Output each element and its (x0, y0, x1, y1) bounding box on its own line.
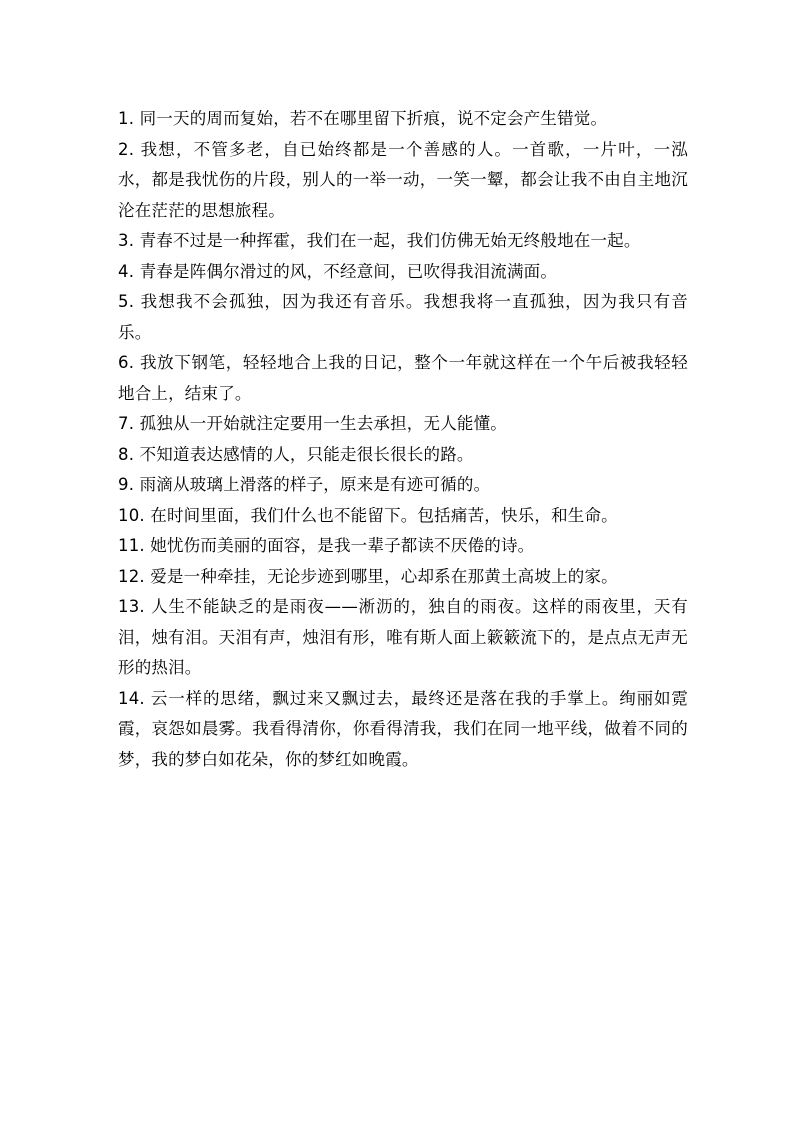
paragraph-8: 8. 不知道表达感情的人，只能走很长很长的路。 (118, 444, 474, 464)
paragraph-1: 1. 同一天的周而复始，若不在哪里留下折痕，说不定会产生错觉。 (118, 109, 608, 128)
paragraph-14: 14. 云一样的思绪，飘过来又飘过去，最终还是落在我的手掌上。绚丽如霓霞，哀怨如晨雾。我看得清你，你看得清我，我们在同一地平线，做着不同的梦，我的梦白如花朵，你的梦红如晚霞。 (118, 688, 688, 769)
paragraph-3: 3. 青春不过是一种挥霍，我们在一起，我们仿佛无始无终般地在一起。 (118, 231, 641, 250)
paragraph-6: 6. 我放下钢笔，轻轻地合上我的日记，整个一年就这样在一个午后被我轻轻地合上，结束了。 (118, 353, 688, 403)
paragraph-4: 4. 青春是阵偶尔滑过的风，不经意间，已吹得我泪流满面。 (118, 261, 558, 281)
paragraph-10: 10. 在时间里面，我们什么也不能留下。包括痛苦，快乐，和生命。 (118, 505, 618, 525)
paragraph-2: 2. 我想，不管多老，自已始终都是一个善感的人。一首歌，一片叶，一泓水，都是我忧伤的片段，别人的一举一动，一笑一颦，都会让我不由自主地沉沦在茫茫的思想旅程。 (118, 139, 688, 220)
paragraph-11: 11. 她忧伤而美丽的面容，是我一辈子都读不厌倦的诗。 (118, 536, 535, 555)
paragraph-13: 13. 人生不能缺乏的是雨夜——淅沥的，独自的雨夜。这样的雨夜里，天有泪，烛有泪。天泪有声，烛泪有形，唯有斯人面上簌簌流下的，是点点无声无形的热泪。 (118, 597, 688, 677)
paragraph-7: 7. 孤独从一开始就注定要用一生去承担，无人能懂。 (118, 414, 507, 433)
paragraph-5: 5. 我想我不会孤独，因为我还有音乐。我想我将一直孤独，因为我只有音乐。 (118, 292, 688, 342)
paragraph-12: 12. 爱是一种牵挂，无论步迹到哪里，心却系在那黄土高坡上的家。 (118, 566, 618, 586)
document-body (118, 104, 688, 775)
paragraph-9: 9. 雨滴从玻璃上滑落的样子，原来是有迹可循的。 (118, 475, 491, 494)
